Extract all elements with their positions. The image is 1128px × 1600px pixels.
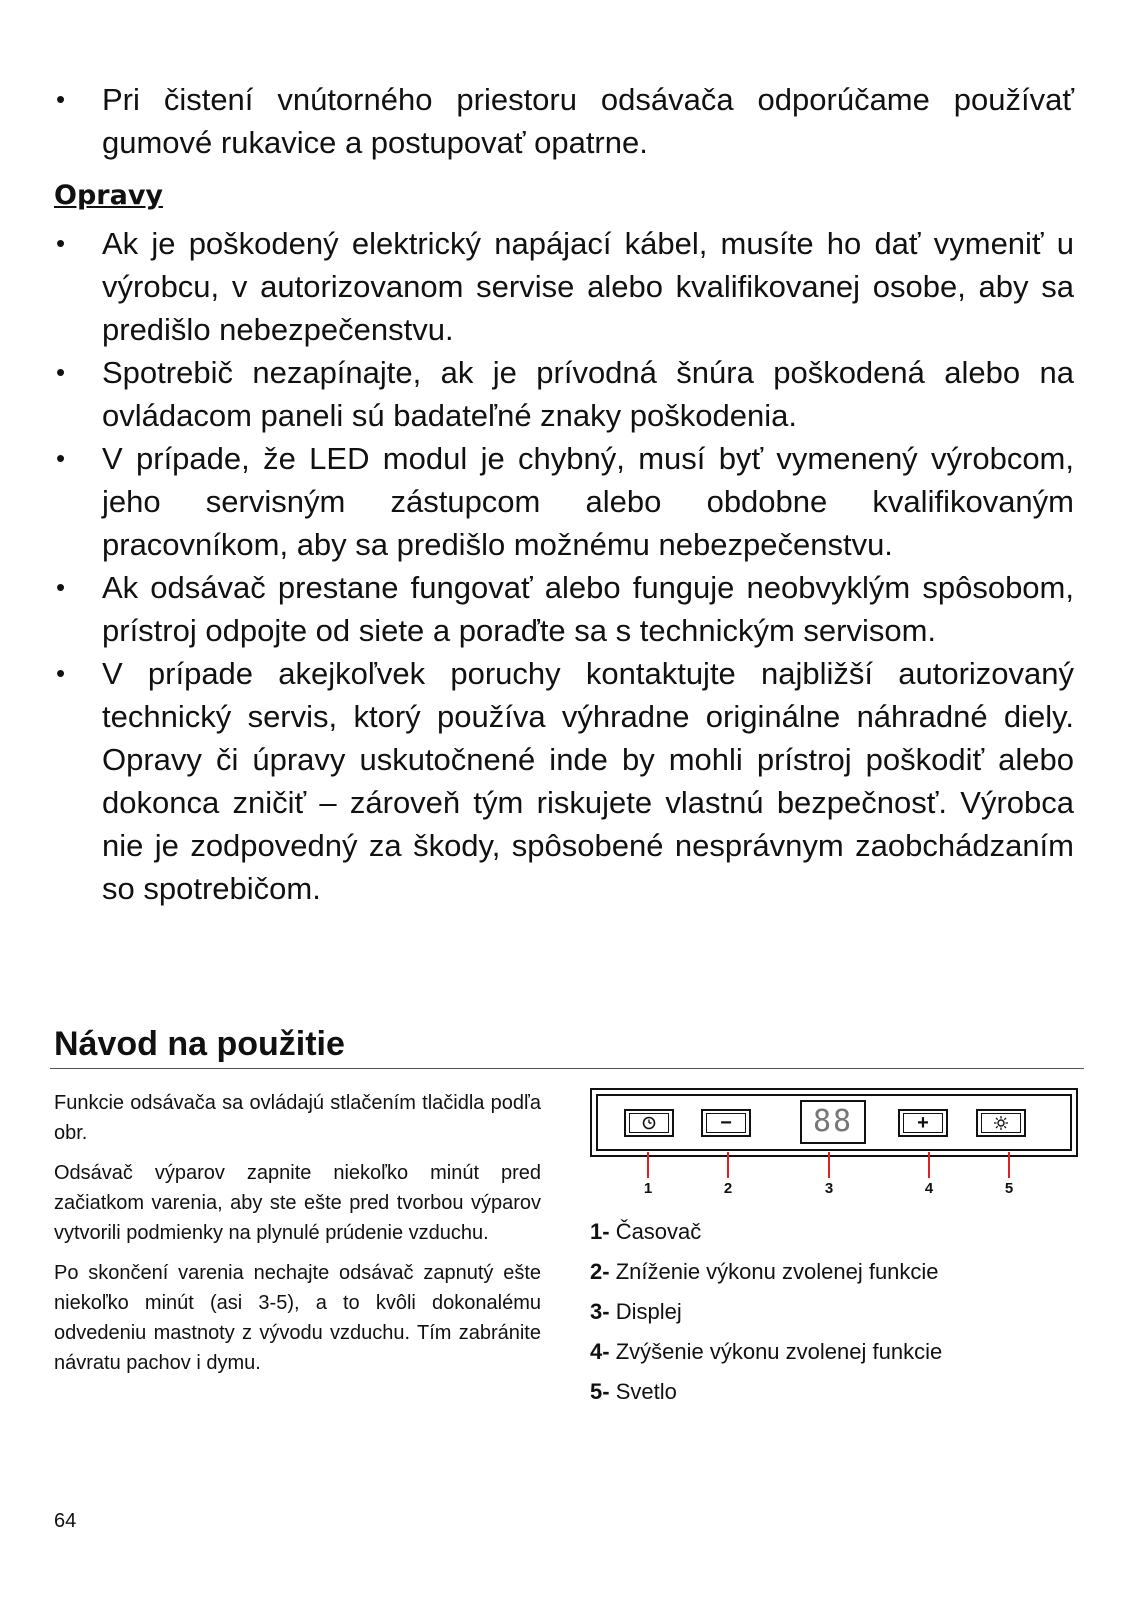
page-number: 64 — [54, 1510, 77, 1532]
legend-text: Časovač — [615, 1219, 702, 1244]
clock-icon — [642, 1116, 656, 1130]
bullet-list-cleaning — [54, 78, 1074, 164]
marker-number-1: 1 — [643, 1180, 653, 1197]
light-button — [976, 1109, 1026, 1137]
marker-number-3: 3 — [824, 1180, 834, 1197]
paragraph: Odsávač výparov zapnite niekoľko minút pred začiatkom varenia, aby ste ešte pred tvorbou výparov vytvorili podmienky na plynulé prúdenie vzduchu. — [54, 1162, 541, 1244]
marker-number-4: 4 — [924, 1180, 934, 1197]
legend-text: Zníženie výkonu zvolenej funkcie — [615, 1259, 939, 1284]
bullet-item: • Ak je poškodený elektrický napájací kábel, musíte ho dať vymeniť u výrobcu, v autorizovanom servise alebo kvalifikovanej osobe, aby sa predišlo nebezpečenstvu. — [54, 222, 1074, 351]
sun-icon — [993, 1115, 1009, 1131]
bullet-item: • Ak odsávač prestane fungovať alebo funguje neobvyklým spôsobom, prístroj odpojte od siete a poraďte sa s technickým servisom. — [54, 566, 1074, 652]
legend-number: 4- — [590, 1339, 610, 1364]
bullet-item: • Pri čistení vnútorného priestoru odsávača odporúčame používať gumové rukavice a postupovať opatrne. — [54, 78, 1074, 164]
legend-item — [590, 1332, 1080, 1372]
legend-number: 2- — [590, 1259, 610, 1284]
marker-line-5 — [1008, 1152, 1010, 1178]
marker-number-2: 2 — [723, 1180, 733, 1197]
plus-icon: + — [917, 1112, 929, 1134]
marker-line-4 — [928, 1152, 930, 1178]
divider — [50, 1068, 1084, 1069]
legend-item — [590, 1252, 1080, 1292]
bullet-item: • V prípade akejkoľvek poruchy kontaktujte najbližší autorizovaný technický servis, ktorý používa výhradne originálne náhradné diely. Opravy či úpravy uskutočnené inde by mohli prístroj poškodiť alebo dokonca zničiť – zároveň tým riskujete vlastnú bezpečnosť. Výrobca nie je zodpovedný za škody, spôsobené nesprávnym zaobchádzaním so spotrebičom. — [54, 652, 1074, 910]
legend-number: 1- — [590, 1219, 610, 1244]
legend-number: 3- — [590, 1299, 610, 1324]
legend-item — [590, 1372, 1080, 1412]
section-title-navod: Návod na použitie — [54, 1025, 345, 1063]
bullet-list-opravy — [54, 222, 1074, 910]
marker-line-3 — [828, 1152, 830, 1178]
legend-text: Svetlo — [615, 1379, 677, 1404]
paragraph: Po skončení varenia nechajte odsávač zapnutý ešte niekoľko minút (asi 3-5), a to kvôli dokonalému odvedeniu mastnoty z vývodu vzduchu. Tím zabránite návratu pachov i dymu. — [54, 1262, 541, 1374]
display: 88 — [800, 1100, 866, 1144]
minus-icon: − — [720, 1112, 732, 1134]
marker-line-2 — [727, 1152, 729, 1178]
legend-number: 5- — [590, 1379, 610, 1404]
marker-number-5: 5 — [1004, 1180, 1014, 1197]
minus-button — [701, 1109, 751, 1137]
instructions-column — [54, 1088, 541, 1388]
plus-button — [898, 1109, 948, 1137]
legend-text: Displej — [615, 1299, 682, 1324]
section-title-opravy: Opravy — [54, 180, 164, 211]
control-panel-diagram — [590, 1088, 1078, 1157]
panel-legend — [590, 1212, 1080, 1412]
legend-item — [590, 1212, 1080, 1252]
timer-button — [624, 1109, 674, 1137]
bullet-item: • V prípade, že LED modul je chybný, musí byť vymenený výrobcom, jeho servisným zástupcom alebo obdobne kvalifikovaným pracovníkom, aby sa predišlo možnému nebezpečenstvu. — [54, 437, 1074, 566]
legend-item — [590, 1292, 1080, 1332]
paragraph: Funkcie odsávača sa ovládajú stlačením tlačidla podľa obr. — [54, 1092, 541, 1144]
marker-line-1 — [647, 1152, 649, 1178]
bullet-item: • Spotrebič nezapínajte, ak je prívodná šnúra poškodená alebo na ovládacom paneli sú badateľné znaky poškodenia. — [54, 351, 1074, 437]
legend-text: Zvýšenie výkonu zvolenej funkcie — [615, 1339, 943, 1364]
